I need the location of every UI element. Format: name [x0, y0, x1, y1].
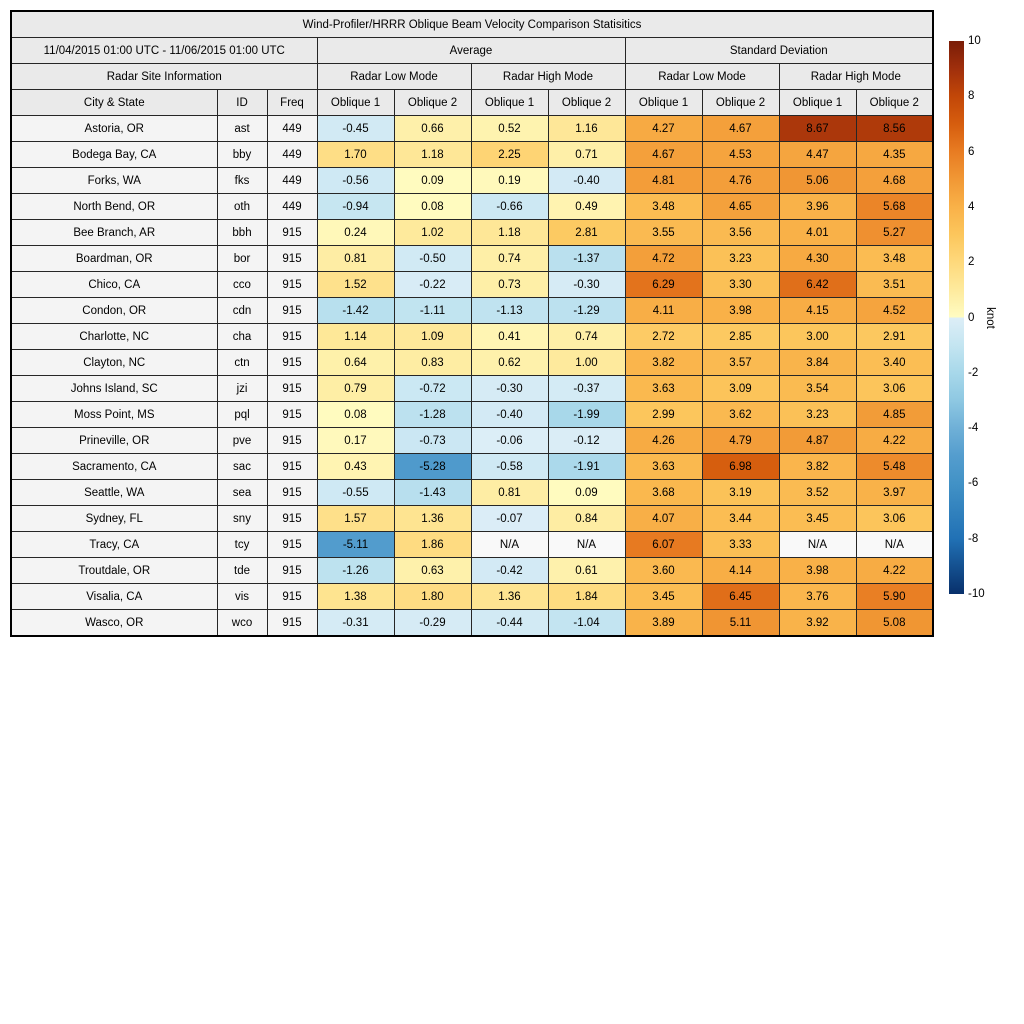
cell-value: 1.70	[317, 142, 394, 168]
cell-city: Prineville, OR	[11, 428, 217, 454]
cell-value-na: N/A	[779, 532, 856, 558]
table-title: Wind-Profiler/HRRR Oblique Beam Velocity Comparison Statisitics	[11, 11, 933, 38]
cell-value: 3.23	[702, 246, 779, 272]
sd-low-mode: Radar Low Mode	[625, 64, 779, 90]
cell-value: -0.30	[471, 376, 548, 402]
table-row	[11, 402, 933, 428]
col-oblique-1: Oblique 1	[625, 90, 702, 116]
cell-value: 1.18	[394, 142, 471, 168]
cell-value: 4.26	[625, 428, 702, 454]
table-header	[11, 11, 933, 116]
cell-value: 0.09	[394, 168, 471, 194]
cell-value: 5.68	[856, 194, 933, 220]
cell-freq: 915	[267, 246, 317, 272]
title-row	[11, 11, 933, 38]
cell-freq: 449	[267, 194, 317, 220]
mode-header-row	[11, 64, 933, 90]
group-average: Average	[317, 38, 625, 64]
col-oblique-2: Oblique 2	[702, 90, 779, 116]
cell-value: 4.52	[856, 298, 933, 324]
table-row	[11, 220, 933, 246]
cell-value: 0.74	[548, 324, 625, 350]
cell-value: 0.08	[394, 194, 471, 220]
cell-id: bbh	[217, 220, 267, 246]
cell-id: bor	[217, 246, 267, 272]
cell-value: 5.48	[856, 454, 933, 480]
cell-value: 4.79	[702, 428, 779, 454]
cell-value: 4.07	[625, 506, 702, 532]
cell-value: 1.16	[548, 116, 625, 142]
cell-value: 0.43	[317, 454, 394, 480]
cell-value: 8.67	[779, 116, 856, 142]
cell-value: -1.99	[548, 402, 625, 428]
cell-value: 3.45	[625, 584, 702, 610]
stats-table	[10, 10, 934, 637]
cell-value: -1.26	[317, 558, 394, 584]
cell-value: 1.36	[394, 506, 471, 532]
cell-freq: 915	[267, 610, 317, 637]
table-row	[11, 350, 933, 376]
table-row	[11, 454, 933, 480]
cell-value: 0.83	[394, 350, 471, 376]
cell-value: 1.36	[471, 584, 548, 610]
cell-value: 0.64	[317, 350, 394, 376]
cell-value: 1.02	[394, 220, 471, 246]
cell-city: North Bend, OR	[11, 194, 217, 220]
cell-value: -1.29	[548, 298, 625, 324]
cell-value: 3.60	[625, 558, 702, 584]
cell-value: 1.80	[394, 584, 471, 610]
cell-value: 3.55	[625, 220, 702, 246]
table-row	[11, 272, 933, 298]
table-row	[11, 298, 933, 324]
cell-value: 3.00	[779, 324, 856, 350]
avg-high-mode: Radar High Mode	[471, 64, 625, 90]
colorbar-tick-label: 6	[968, 145, 975, 158]
cell-city: Astoria, OR	[11, 116, 217, 142]
cell-value: 4.72	[625, 246, 702, 272]
cell-value: 0.84	[548, 506, 625, 532]
cell-value: -0.40	[471, 402, 548, 428]
cell-value: -1.37	[548, 246, 625, 272]
cell-city: Johns Island, SC	[11, 376, 217, 402]
cell-value: -1.13	[471, 298, 548, 324]
cell-freq: 915	[267, 402, 317, 428]
table-row	[11, 168, 933, 194]
cell-value: -1.04	[548, 610, 625, 637]
cell-value: -0.31	[317, 610, 394, 637]
cell-value-na: N/A	[548, 532, 625, 558]
cell-city: Bodega Bay, CA	[11, 142, 217, 168]
cell-value: -0.06	[471, 428, 548, 454]
cell-value: 6.42	[779, 272, 856, 298]
cell-value: 4.47	[779, 142, 856, 168]
cell-id: vis	[217, 584, 267, 610]
cell-value: -0.44	[471, 610, 548, 637]
cell-value: 0.24	[317, 220, 394, 246]
table-row	[11, 610, 933, 637]
col-oblique-1: Oblique 1	[779, 90, 856, 116]
cell-value: 5.11	[702, 610, 779, 637]
cell-value: 3.84	[779, 350, 856, 376]
cell-value: 2.25	[471, 142, 548, 168]
table-row	[11, 532, 933, 558]
cell-value: 6.29	[625, 272, 702, 298]
cell-value: -0.66	[471, 194, 548, 220]
cell-value: 0.61	[548, 558, 625, 584]
cell-value: 3.92	[779, 610, 856, 637]
cell-value: 4.87	[779, 428, 856, 454]
cell-freq: 915	[267, 324, 317, 350]
cell-value: -0.30	[548, 272, 625, 298]
colorbar-tick-label: 0	[968, 311, 975, 324]
cell-id: cha	[217, 324, 267, 350]
avg-low-mode: Radar Low Mode	[317, 64, 471, 90]
cell-id: sac	[217, 454, 267, 480]
cell-id: tde	[217, 558, 267, 584]
cell-value: 3.06	[856, 376, 933, 402]
cell-value: -0.94	[317, 194, 394, 220]
cell-value: -1.11	[394, 298, 471, 324]
table-row	[11, 194, 933, 220]
cell-value: 3.23	[779, 402, 856, 428]
cell-value: 3.44	[702, 506, 779, 532]
cell-value: -5.11	[317, 532, 394, 558]
colorbar-tick-label: -8	[968, 532, 979, 545]
cell-city: Troutdale, OR	[11, 558, 217, 584]
cell-freq: 915	[267, 272, 317, 298]
cell-value: 0.66	[394, 116, 471, 142]
cell-value: 4.81	[625, 168, 702, 194]
cell-id: cco	[217, 272, 267, 298]
cell-city: Visalia, CA	[11, 584, 217, 610]
cell-id: fks	[217, 168, 267, 194]
cell-value: 3.89	[625, 610, 702, 637]
cell-city: Seattle, WA	[11, 480, 217, 506]
cell-value: 5.90	[856, 584, 933, 610]
cell-value: 4.67	[702, 116, 779, 142]
cell-value: 5.08	[856, 610, 933, 637]
cell-value: 2.81	[548, 220, 625, 246]
col-oblique-2: Oblique 2	[548, 90, 625, 116]
cell-value: 3.63	[625, 454, 702, 480]
cell-value: 0.74	[471, 246, 548, 272]
cell-value: 0.71	[548, 142, 625, 168]
cell-value: 6.45	[702, 584, 779, 610]
cell-value: 3.98	[779, 558, 856, 584]
cell-value: 4.14	[702, 558, 779, 584]
cell-city: Forks, WA	[11, 168, 217, 194]
cell-value: 1.84	[548, 584, 625, 610]
colorbar	[949, 41, 964, 594]
cell-freq: 915	[267, 532, 317, 558]
cell-value: 3.96	[779, 194, 856, 220]
cell-id: tcy	[217, 532, 267, 558]
cell-freq: 449	[267, 116, 317, 142]
cell-freq: 915	[267, 480, 317, 506]
cell-value: 4.15	[779, 298, 856, 324]
col-oblique-2: Oblique 2	[394, 90, 471, 116]
cell-freq: 915	[267, 428, 317, 454]
cell-freq: 915	[267, 350, 317, 376]
colorbar-tick-label: 8	[968, 90, 975, 103]
cell-value: 3.51	[856, 272, 933, 298]
cell-value: 4.01	[779, 220, 856, 246]
cell-value: 3.06	[856, 506, 933, 532]
cell-value: 0.08	[317, 402, 394, 428]
cell-value: 0.17	[317, 428, 394, 454]
cell-id: ctn	[217, 350, 267, 376]
cell-id: cdn	[217, 298, 267, 324]
cell-value: 3.54	[779, 376, 856, 402]
cell-value: 0.63	[394, 558, 471, 584]
cell-value: 4.30	[779, 246, 856, 272]
cell-value: 3.52	[779, 480, 856, 506]
date-range: 11/04/2015 01:00 UTC - 11/06/2015 01:00 UTC	[11, 38, 317, 64]
cell-value: 5.06	[779, 168, 856, 194]
cell-freq: 915	[267, 506, 317, 532]
cell-freq: 915	[267, 220, 317, 246]
cell-city: Clayton, NC	[11, 350, 217, 376]
cell-value: 8.56	[856, 116, 933, 142]
col-id: ID	[217, 90, 267, 116]
cell-freq: 915	[267, 584, 317, 610]
cell-id: pve	[217, 428, 267, 454]
cell-value: 3.57	[702, 350, 779, 376]
cell-city: Bee Branch, AR	[11, 220, 217, 246]
colorbar-tick-label: 10	[968, 35, 981, 47]
cell-value: 3.98	[702, 298, 779, 324]
group-header-row	[11, 38, 933, 64]
cell-freq: 449	[267, 142, 317, 168]
cell-value: 3.48	[856, 246, 933, 272]
cell-value: 0.62	[471, 350, 548, 376]
cell-city: Sydney, FL	[11, 506, 217, 532]
colorbar-tick-label: -4	[968, 422, 979, 435]
cell-value: 1.14	[317, 324, 394, 350]
cell-value: 3.63	[625, 376, 702, 402]
cell-value-na: N/A	[856, 532, 933, 558]
cell-value: 1.86	[394, 532, 471, 558]
cell-value: 1.09	[394, 324, 471, 350]
cell-value: 0.41	[471, 324, 548, 350]
cell-id: sea	[217, 480, 267, 506]
cell-freq: 449	[267, 168, 317, 194]
cell-value: 2.91	[856, 324, 933, 350]
cell-value: -0.42	[471, 558, 548, 584]
cell-value: -0.50	[394, 246, 471, 272]
cell-value: 4.67	[625, 142, 702, 168]
colorbar-tick-label: -10	[968, 588, 985, 600]
cell-value: 3.48	[625, 194, 702, 220]
cell-value: -1.43	[394, 480, 471, 506]
cell-value: -1.91	[548, 454, 625, 480]
cell-value: 1.57	[317, 506, 394, 532]
cell-value: -0.72	[394, 376, 471, 402]
table-row	[11, 480, 933, 506]
cell-id: bby	[217, 142, 267, 168]
cell-value: 4.22	[856, 428, 933, 454]
cell-value: 4.22	[856, 558, 933, 584]
colorbar-tick-label: -2	[968, 366, 979, 379]
table-row	[11, 116, 933, 142]
cell-value: -0.40	[548, 168, 625, 194]
cell-value: 3.56	[702, 220, 779, 246]
cell-city: Boardman, OR	[11, 246, 217, 272]
cell-id: wco	[217, 610, 267, 637]
table-row	[11, 428, 933, 454]
cell-value: 4.85	[856, 402, 933, 428]
cell-value: 0.79	[317, 376, 394, 402]
cell-value: -0.29	[394, 610, 471, 637]
cell-value: 3.76	[779, 584, 856, 610]
cell-id: ast	[217, 116, 267, 142]
cell-value: 3.09	[702, 376, 779, 402]
cell-value: -0.12	[548, 428, 625, 454]
table-row	[11, 142, 933, 168]
cell-value: 1.38	[317, 584, 394, 610]
table-row	[11, 246, 933, 272]
cell-value: -0.73	[394, 428, 471, 454]
cell-value: 1.52	[317, 272, 394, 298]
cell-value: -0.22	[394, 272, 471, 298]
cell-value: 0.81	[471, 480, 548, 506]
cell-value: 3.82	[779, 454, 856, 480]
cell-value: 1.00	[548, 350, 625, 376]
cell-city: Wasco, OR	[11, 610, 217, 637]
colorbar-tick-label: 2	[968, 256, 975, 269]
cell-value: 3.30	[702, 272, 779, 298]
colorbar-tick-label: 4	[968, 200, 975, 213]
cell-city: Chico, CA	[11, 272, 217, 298]
cell-city: Tracy, CA	[11, 532, 217, 558]
cell-value: 0.73	[471, 272, 548, 298]
cell-value: -0.56	[317, 168, 394, 194]
cell-value: 4.27	[625, 116, 702, 142]
sd-high-mode: Radar High Mode	[779, 64, 933, 90]
cell-value: -5.28	[394, 454, 471, 480]
cell-freq: 915	[267, 376, 317, 402]
col-oblique-2: Oblique 2	[856, 90, 933, 116]
cell-value: 4.35	[856, 142, 933, 168]
table-row	[11, 376, 933, 402]
cell-value: -0.37	[548, 376, 625, 402]
cell-value: -0.58	[471, 454, 548, 480]
cell-value: 0.81	[317, 246, 394, 272]
cell-value: 0.19	[471, 168, 548, 194]
table-row	[11, 506, 933, 532]
group-standard-deviation: Standard Deviation	[625, 38, 933, 64]
table-row	[11, 558, 933, 584]
cell-value: 3.40	[856, 350, 933, 376]
cell-id: sny	[217, 506, 267, 532]
col-oblique-1: Oblique 1	[317, 90, 394, 116]
cell-city: Condon, OR	[11, 298, 217, 324]
column-header-row	[11, 90, 933, 116]
cell-value: 6.07	[625, 532, 702, 558]
cell-value: 2.99	[625, 402, 702, 428]
cell-value: 3.68	[625, 480, 702, 506]
table-row	[11, 324, 933, 350]
cell-value: -0.07	[471, 506, 548, 532]
cell-value: 2.72	[625, 324, 702, 350]
cell-value: 5.27	[856, 220, 933, 246]
radar-site-information: Radar Site Information	[11, 64, 317, 90]
cell-value: 3.19	[702, 480, 779, 506]
cell-value: 4.68	[856, 168, 933, 194]
table-body	[11, 116, 933, 637]
cell-id: oth	[217, 194, 267, 220]
cell-value: 2.85	[702, 324, 779, 350]
col-oblique-1: Oblique 1	[471, 90, 548, 116]
cell-value: -0.45	[317, 116, 394, 142]
col-freq: Freq	[267, 90, 317, 116]
cell-value: 4.53	[702, 142, 779, 168]
cell-id: jzi	[217, 376, 267, 402]
cell-freq: 915	[267, 454, 317, 480]
cell-freq: 915	[267, 298, 317, 324]
col-city-state: City & State	[11, 90, 217, 116]
cell-value: 0.09	[548, 480, 625, 506]
cell-value: 1.18	[471, 220, 548, 246]
cell-city: Moss Point, MS	[11, 402, 217, 428]
cell-value: 4.11	[625, 298, 702, 324]
cell-value: 4.76	[702, 168, 779, 194]
cell-city: Sacramento, CA	[11, 454, 217, 480]
cell-value-na: N/A	[471, 532, 548, 558]
cell-city: Charlotte, NC	[11, 324, 217, 350]
cell-value: 3.62	[702, 402, 779, 428]
cell-value: 0.52	[471, 116, 548, 142]
cell-value: 3.45	[779, 506, 856, 532]
cell-value: 3.82	[625, 350, 702, 376]
cell-value: 6.98	[702, 454, 779, 480]
colorbar-unit-label: knot	[984, 307, 996, 329]
cell-value: 4.65	[702, 194, 779, 220]
table-row	[11, 584, 933, 610]
cell-freq: 915	[267, 558, 317, 584]
cell-value: 0.49	[548, 194, 625, 220]
colorbar-tick-label: -6	[968, 477, 979, 490]
cell-value: -1.28	[394, 402, 471, 428]
cell-id: pql	[217, 402, 267, 428]
cell-value: -0.55	[317, 480, 394, 506]
cell-value: -1.42	[317, 298, 394, 324]
cell-value: 3.33	[702, 532, 779, 558]
cell-value: 3.97	[856, 480, 933, 506]
